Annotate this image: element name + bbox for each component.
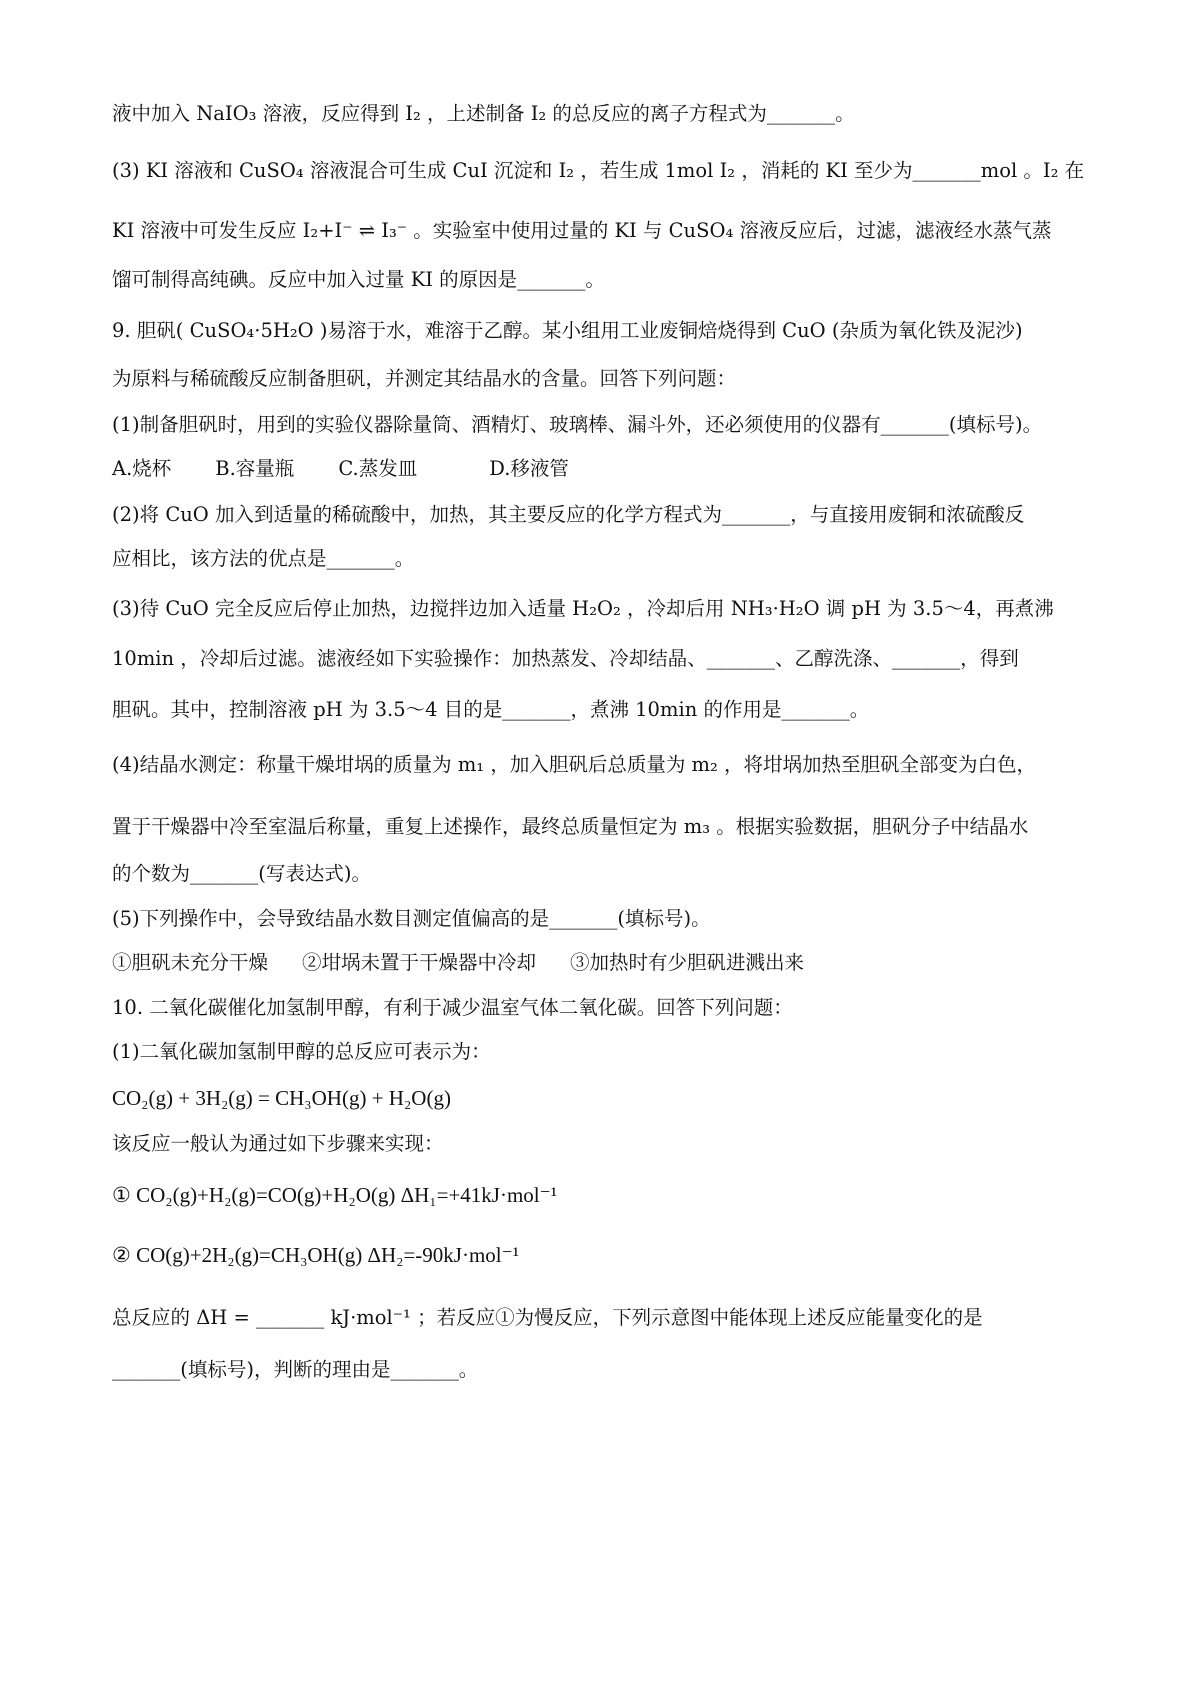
text-line: 为原料与稀硫酸反应制备胆矾，并测定其结晶水的含量。回答下列问题： [112,367,737,390]
choice-b: B.容量瓶 [215,457,295,480]
question-9-stem: 9. 胆矾( CuSO₄·5H₂O )易溶于水，难溶于乙醇。某小组用工业废铜焙烧得到 CuO (杂质为氧化铁及泥沙) [112,319,1023,342]
choice-3: ③加热时有少胆矾进溅出来 [570,951,805,974]
text-line: (3)待 CuO 完全反应后停止加热，边搅拌边加入适量 H₂O₂ ，冷却后用 NH₃·H₂O 调 pH 为 3.5～4，再煮沸 [112,597,1054,620]
question-10-stem: 10. 二氧化碳催化加氢制甲醇，有利于减少温室气体二氧化碳。回答下列问题： [112,996,793,1019]
text-line: 胆矾。其中，控制溶液 pH 为 3.5～4 目的是_______，煮沸 10min 的作用是_______。 [112,698,870,721]
choice-a: A.烧杯 [112,457,172,480]
text-line: 液中加入 NaIO₃ 溶液，反应得到 I₂ ，上述制备 I₂ 的总反应的离子方程式为_______。 [112,102,855,125]
text-line: 的个数为_______(写表达式)。 [112,862,371,885]
text-line: (4)结晶水测定：称量干燥坩埚的质量为 m₁ ，加入胆矾后总质量为 m₂ ，将坩埚加热至胆矾全部变为白色， [112,753,1037,776]
choice-list-q9-5 [112,948,832,978]
overall-equation: CO₂(g) + 3H₂(g) = CH₃OH(g) + H₂O(g) [112,1086,451,1110]
choice-1: ①胆矾未充分干燥 [112,951,269,974]
text-line: 该反应一般认为通过如下步骤来实现： [112,1132,444,1155]
text-line: _______(填标号)，判断的理由是_______。 [112,1358,479,1381]
choice-d: D.移液管 [489,457,569,480]
step-equation-2: ② CO(g)+2H₂(g)=CH₃OH(g) ΔH₂=-90kJ·mol⁻¹ [112,1243,519,1267]
text-line: 总反应的 ΔH = _______ kJ·mol⁻¹ ；若反应①为慢反应，下列示意图中能体现上述反应能量变化的是 [112,1306,983,1329]
text-line: 馏可制得高纯碘。反应中加入过量 KI 的原因是_______。 [112,268,605,291]
text-line: 10min ，冷却后过滤。滤液经如下实验操作：加热蒸发、冷却结晶、_______、乙醇洗涤、_______，得到 [112,647,1019,670]
text-line: (2)将 CuO 加入到适量的稀硫酸中，加热，其主要反应的化学方程式为_______，与直接用废铜和浓硫酸反 [112,503,1025,526]
text-line: 置于干燥器中冷至室温后称量，重复上述操作，最终总质量恒定为 m₃ 。根据实验数据，胆矾分子中结晶水 [112,815,1029,838]
choice-c: C.蒸发皿 [338,457,418,480]
choice-2: ②坩埚未置于干燥器中冷却 [302,951,537,974]
text-line: (1)制备胆矾时，用到的实验仪器除量筒、酒精灯、玻璃棒、漏斗外，还必须使用的仪器有_______(填标号)。 [112,413,1043,436]
text-line: (3) KI 溶液和 CuSO₄ 溶液混合可生成 CuI 沉淀和 I₂ ，若生成 1mol I₂ ，消耗的 KI 至少为_______mol 。I₂ 在 [112,159,1085,182]
step-equation-1: ① CO₂(g)+H₂(g)=CO(g)+H₂O(g) ΔH₁=+41kJ·mol⁻¹ [112,1183,557,1207]
text-line: 应相比，该方法的优点是_______。 [112,547,415,570]
text-line: (5)下列操作中，会导致结晶水数目测定值偏高的是_______(填标号)。 [112,907,711,930]
text-line: KI 溶液中可发生反应 I₂+I⁻ ⇌ I₃⁻ 。实验室中使用过量的 KI 与 CuSO₄ 溶液反应后，过滤，滤液经水蒸气蒸 [112,219,1052,242]
text-line: (1)二氧化碳加氢制甲醇的总反应可表示为： [112,1040,491,1063]
choice-list-q9-1 [112,454,572,484]
